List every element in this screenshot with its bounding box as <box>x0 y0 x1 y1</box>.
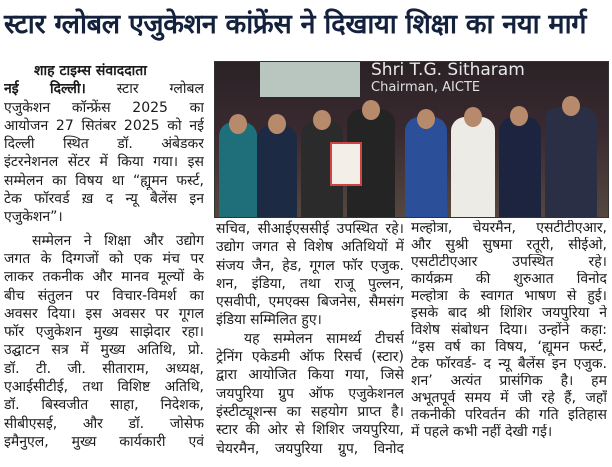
article-line: शन’ अत्यंत प्रासंगिक है। हम <box>411 373 607 389</box>
certificate <box>330 142 362 186</box>
person-head <box>268 114 286 134</box>
person-head <box>464 107 482 127</box>
article-line: ट्रेनिंग एकेडमी ऑफ रिसर्च (स्टार) <box>216 349 404 366</box>
article-line: यह सम्मेलन सामर्थ्य टीचर्स <box>244 330 404 347</box>
person <box>219 122 257 217</box>
article-line: इंस्टीट्यूशन्स का सहयोग प्राप्त है। <box>216 403 404 420</box>
article-line: दिल्ली स्थित डॉ. अंबेडकर <box>4 136 204 153</box>
article-line: विशेष संबोधन दिया। उन्होंने कहा: <box>411 322 607 338</box>
article-line: अवसर दिया। इस अवसर पर गूगल <box>4 305 204 322</box>
person <box>257 125 297 217</box>
person-head <box>510 106 528 126</box>
article-column-3 <box>411 220 607 441</box>
article-line: सीबीएसई, और डॉ. जोसेफ <box>4 415 204 432</box>
article-line: द्वारा आयोजित किया गया, जिसे <box>216 367 404 384</box>
person <box>405 117 447 217</box>
person-head <box>362 100 380 120</box>
article-line: अभूतपूर्व समय में जी रहे हैं, जहाँ <box>411 390 607 406</box>
article-line: एजुकेशन”। <box>4 209 63 226</box>
article-column-1 <box>4 62 204 451</box>
article-line: इमैनुएल, मुख्य कार्यकारी एवं <box>4 433 204 450</box>
event-photo <box>214 61 609 218</box>
article-line: एआईसीटीई, तथा विशिष्ट अतिथि, <box>4 379 204 396</box>
article-line: स्टार की ओर से शिशिर जयपुरिया, <box>216 422 404 439</box>
article-line: उद्घाटन सत्र में मुख्य अतिथि, प्रो. <box>4 342 204 359</box>
article-line: उद्योग जगत से विशेष अतिथियों में <box>216 239 404 256</box>
article-line: शन, इंडिया, तथा राजू पुल्लन, <box>216 275 404 292</box>
article-line: जगत के दिग्गजों को एक मंच पर <box>4 250 204 267</box>
article-line: सचिव, सीआईएससीई उपस्थित रहे। <box>216 221 404 237</box>
person <box>451 117 495 217</box>
person-head <box>417 109 435 129</box>
article-line: कार्यक्रम की शुरुआत विनोद <box>411 271 607 287</box>
article-line: इंडिया सम्मिलित हुए। <box>216 312 322 329</box>
person <box>545 107 597 217</box>
article-line: इसके बाद श्री शिशिर जयपुरिया ने <box>411 305 607 321</box>
banner-name: Shri T.G. Sitharam <box>371 61 525 80</box>
article-line: जयपुरिया ग्रुप ऑफ एजुकेशनल <box>216 385 404 402</box>
dateline: नई दिल्ली। <box>4 81 86 98</box>
article-line: लाकर तकनीक और मानव मूल्यों के <box>4 269 204 286</box>
article-line: डॉ. बिस्वजीत साहा, निदेशक, <box>4 397 204 414</box>
article-line: तकनीकी परिवर्तन की गति इतिहास <box>411 407 607 423</box>
article-line: टेक फॉरवर्ड ख़ द न्यू बैलेंस इन <box>4 191 204 208</box>
article-column-2 <box>216 220 404 458</box>
article-line: “इस वर्ष का विषय, ‘ह्यूमन फर्स्ट, <box>411 339 607 355</box>
article-line: एसटीटीएआर उपस्थित रहे। <box>411 254 607 270</box>
article-line: डॉ. टी. जी. सीताराम, अध्यक्ष, <box>4 360 204 377</box>
article-line: एसवीपी, एमएक्स बिजनेस, सैमसंग <box>216 294 404 311</box>
byline: शाह टाइम्स संवाददाता <box>34 63 147 79</box>
article-line: में पहले कभी नहीं देखी गई। <box>411 424 553 440</box>
article-line: एजुकेशन कॉन्फ्रेंस 2025 का <box>4 99 204 116</box>
article-line: फॉर एजुकेशन मुख्य साझेदार रहा। <box>4 324 204 341</box>
article-line: टेक फॉरवर्ड- द न्यू बैलेंस इन एजुक. <box>411 356 607 372</box>
article-line: चेयरमैन, जयपुरिया ग्रुप, विनोद <box>216 440 404 457</box>
article-line: इंटरनेशनल सेंटर में किया गया। इस <box>4 154 204 171</box>
banner-title: Chairman, AICTE <box>371 80 481 95</box>
person-head <box>562 96 580 116</box>
article-line: मल्होत्रा के स्वागत भाषण से हुई। <box>411 288 607 304</box>
article-line: बीच संतुलन पर विचार-विमर्श का <box>4 287 204 304</box>
headline: स्टार ग्लोबल एजुकेशन कांफ्रेंस ने दिखाया शिक्षा का नया मार्ग <box>4 9 587 40</box>
article-line: आयोजन 27 सितंबर 2025 को नई <box>4 117 204 134</box>
person-head <box>313 110 331 130</box>
stage-screen <box>260 62 360 97</box>
person-head <box>229 114 247 134</box>
article-line: संजय जैन, हेड, गूगल फॉर एजुक. <box>216 257 404 274</box>
person <box>499 117 541 217</box>
article-line: सम्मेलन ने शिक्षा और उद्योग <box>32 232 204 249</box>
article-line: सम्मेलन का विषय था “ह्यूमन फर्स्ट, <box>4 172 204 189</box>
article-line: नई दिल्ली। स्टार ग्लोबल <box>4 81 204 98</box>
article-line: मल्होत्रा, चेयरमैन, एसटीटीएआर, <box>411 220 607 236</box>
article-line: और सुश्री सुषमा रतूरी, सीईओ, <box>411 237 607 253</box>
